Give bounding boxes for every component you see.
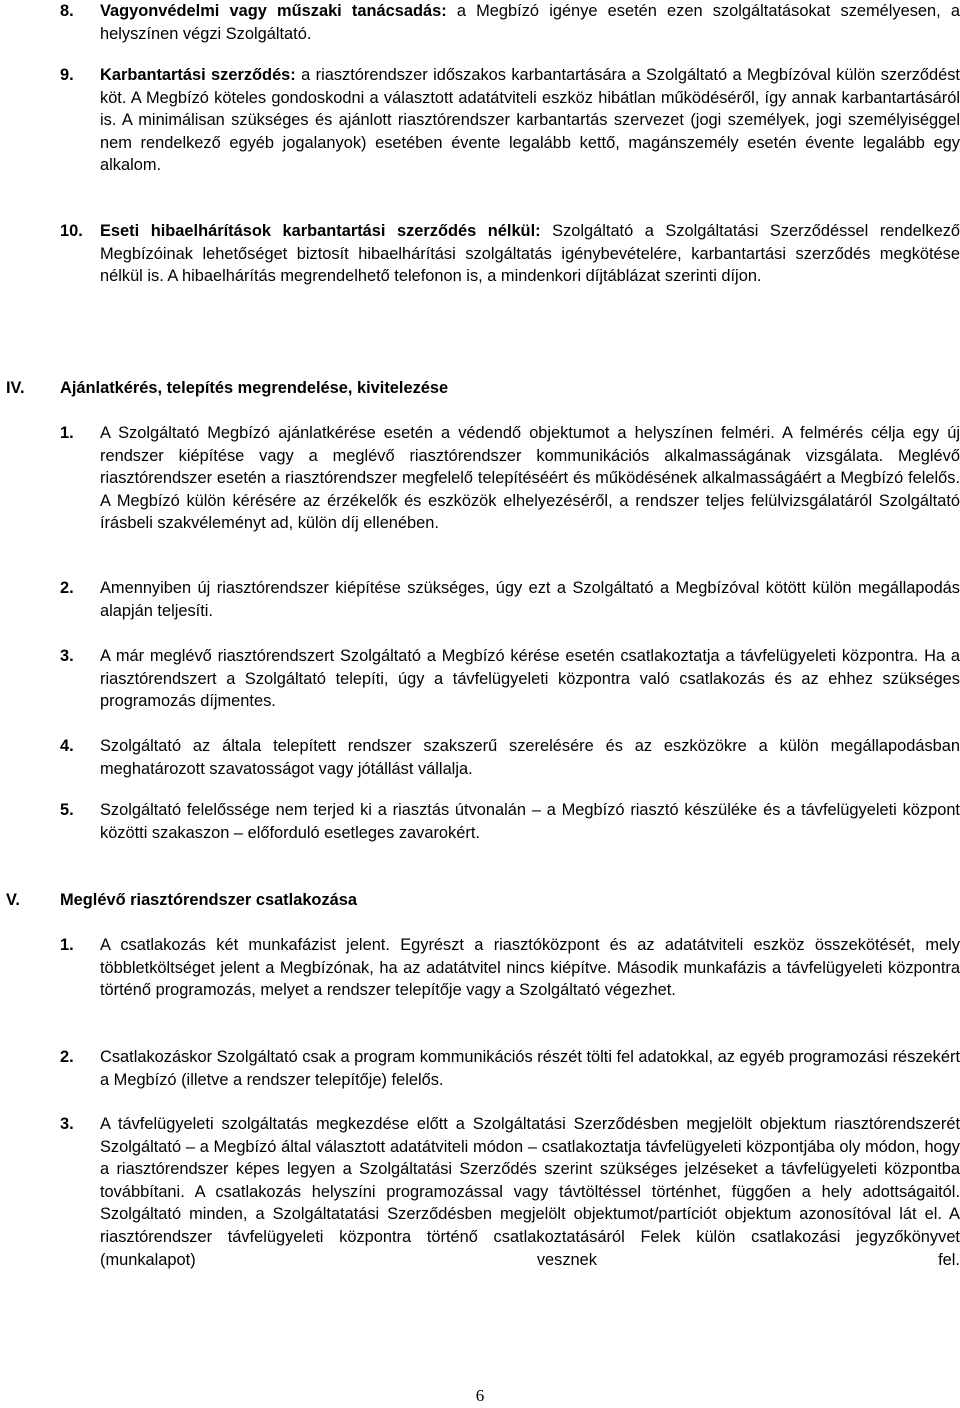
item-10	[60, 220, 960, 288]
section-v-item-1	[60, 934, 960, 1002]
item-text: Szolgáltató az általa telepített rendszer szakszerű szerelésére és az eszközökre a külön megállapodásban meghatározott szavatosságot vagy jótállást vállalja.	[100, 737, 960, 778]
item-9	[60, 64, 960, 177]
item-number: 3.	[60, 1115, 74, 1133]
item-number: 1.	[60, 936, 74, 954]
item-number: 2.	[60, 1048, 74, 1066]
item-number: 9.	[60, 66, 74, 84]
item-text	[100, 0, 960, 45]
section-v-item-2	[60, 1046, 960, 1091]
item-text	[100, 220, 960, 288]
item-number: 5.	[60, 801, 74, 819]
item-bold-lead: Eseti hibaelhárítások karbantartási szerződés nélkül:	[100, 222, 541, 240]
section-iv-item-1	[60, 422, 960, 535]
item-body-text: a riasztórendszer időszakos karbantartására a Szolgáltató a Megbízóval külön szerződést köt. A Megbízó köteles gondoskodni a választott adatátviteli eszköz hibátlan működéséről, így annak karbantartásáról is. A minimálisan szükséges és ajánlott riasztórendszer karbantartás szervezet (jogi személyek, jogi személyiséggel nem rendelkező egyéb jogalanyok) esetében évente legalább kettő, magánszemély esetén évente legalább egy alkalom.	[100, 66, 960, 175]
item-number: 3.	[60, 647, 74, 665]
item-text: Csatlakozáskor Szolgáltató csak a program kommunikációs részét tölti fel adatokkal, az egyéb programozási részekért a Megbízó (illetve a rendszer telepítője) felelős.	[100, 1048, 960, 1089]
item-bold-lead: Vagyonvédelmi vagy műszaki tanácsadás:	[100, 2, 447, 20]
item-body-text: Szolgáltató a Szolgáltatási Szerződéssel rendelkező Megbízóinak lehetőséget biztosít hibaelhárítási szolgáltatás igénybevételére, karbantartási szerződés megkötése nélkül is. A hibaelhárítás megrendelhető telefonon is, a mindenkori díjtáblázat szerinti díjon.	[100, 222, 960, 286]
item-text: A Szolgáltató Megbízó ajánlatkérése esetén a védendő objektumot a helyszínen felméri. A felmérés célja egy új rendszer kiépítése vagy a meglévő riasztórendszer kommunikációs alkalmasságának vizsgálata. Meglévő riasztórendszer esetén a riasztórendszer megfelelő telepítéséért és működésének alkalmasságáért a Megbízó felelős. A Megbízó külön kérésére az érzékelők és eszközök elhelyezéséről, a rendszer teljes felülvizsgálatáról Szolgáltató írásbeli szakvéleményt ad, külön díj ellenében.	[100, 424, 960, 533]
section-title: Meglévő riasztórendszer csatlakozása	[60, 891, 357, 909]
page-number: 6	[475, 1386, 485, 1405]
item-text: Amennyiben új riasztórendszer kiépítése szükséges, úgy ezt a Szolgáltató a Megbízóval kötött külön megállapodás alapján teljesíti.	[100, 579, 960, 620]
section-v-item-3	[60, 1113, 960, 1271]
section-iv-item-5	[60, 799, 960, 844]
item-body-text: a Megbízó igénye esetén ezen szolgáltatásokat személyesen, a helyszínen végzi Szolgáltató.	[100, 2, 960, 43]
item-8	[60, 0, 960, 45]
item-bold-lead: Karbantartási szerződés:	[100, 66, 296, 84]
item-number: 10.	[60, 222, 83, 240]
item-text: A csatlakozás két munkafázist jelent. Egyrészt a riasztóközpont és az adatátviteli eszköz összekötését, mely többletköltséget jelent a Megbízónak, ha az adatátvitel nincs kiépítve. Második munkafázis a távfelügyeleti központra történő programozás, melyet a rendszer telepítője vagy a Szolgáltató végezhet.	[100, 936, 960, 1000]
section-roman: V.	[6, 891, 20, 909]
item-number: 4.	[60, 737, 74, 755]
item-text: A már meglévő riasztórendszert Szolgáltató a Megbízó kérése esetén csatlakoztatja a távfelügyeleti központra. Ha a riasztórendszert a Szolgáltató telepíti, úgy a távfelügyeleti központra való csatlakozás és az ehhez szükséges programozás díjmentes.	[100, 647, 960, 711]
item-text: Szolgáltató felelőssége nem terjed ki a riasztás útvonalán – a Megbízó riasztó készüléke és a távfelügyeleti központ közötti szakaszon – előforduló esetleges zavarokért.	[100, 801, 960, 842]
section-roman: IV.	[6, 379, 25, 397]
section-iv-item-2	[60, 577, 960, 622]
section-iv-item-3	[60, 645, 960, 713]
section-iv-item-4	[60, 735, 960, 780]
item-text	[100, 64, 960, 177]
section-title: Ajánlatkérés, telepítés megrendelése, kivitelezése	[60, 379, 449, 397]
item-number: 8.	[60, 2, 74, 20]
section-heading-v	[6, 889, 357, 912]
item-number: 2.	[60, 579, 74, 597]
section-heading-iv	[6, 377, 448, 400]
item-text: A távfelügyeleti szolgáltatás megkezdése előtt a Szolgáltatási Szerződésben megjelölt objektum riasztórendszerét Szolgáltató – a Megbízó által választott adatátviteli módon – csatlakoztatja távfelügyeleti központjába oly módon, hogy a riasztórendszer képes legyen a Szolgáltatási Szerződés szerint szükséges jelzéseket a távfelügyeleti központba továbbítani. A csatlakozás helyszíni programozással vagy távtöltéssel történhet, függően a hely adottságaitól. Szolgáltató minden, a Szolgáltatatási Szerződésben megjelölt objektumot/partíciót objektum azonosítóval lát el. A riasztórendszer távfelügyeleti központra történő csatlakoztatásáról Felek külön csatlakozási jegyzőkönyvet (munkalapot) vesznek fel.	[100, 1115, 960, 1269]
item-number: 1.	[60, 424, 74, 442]
